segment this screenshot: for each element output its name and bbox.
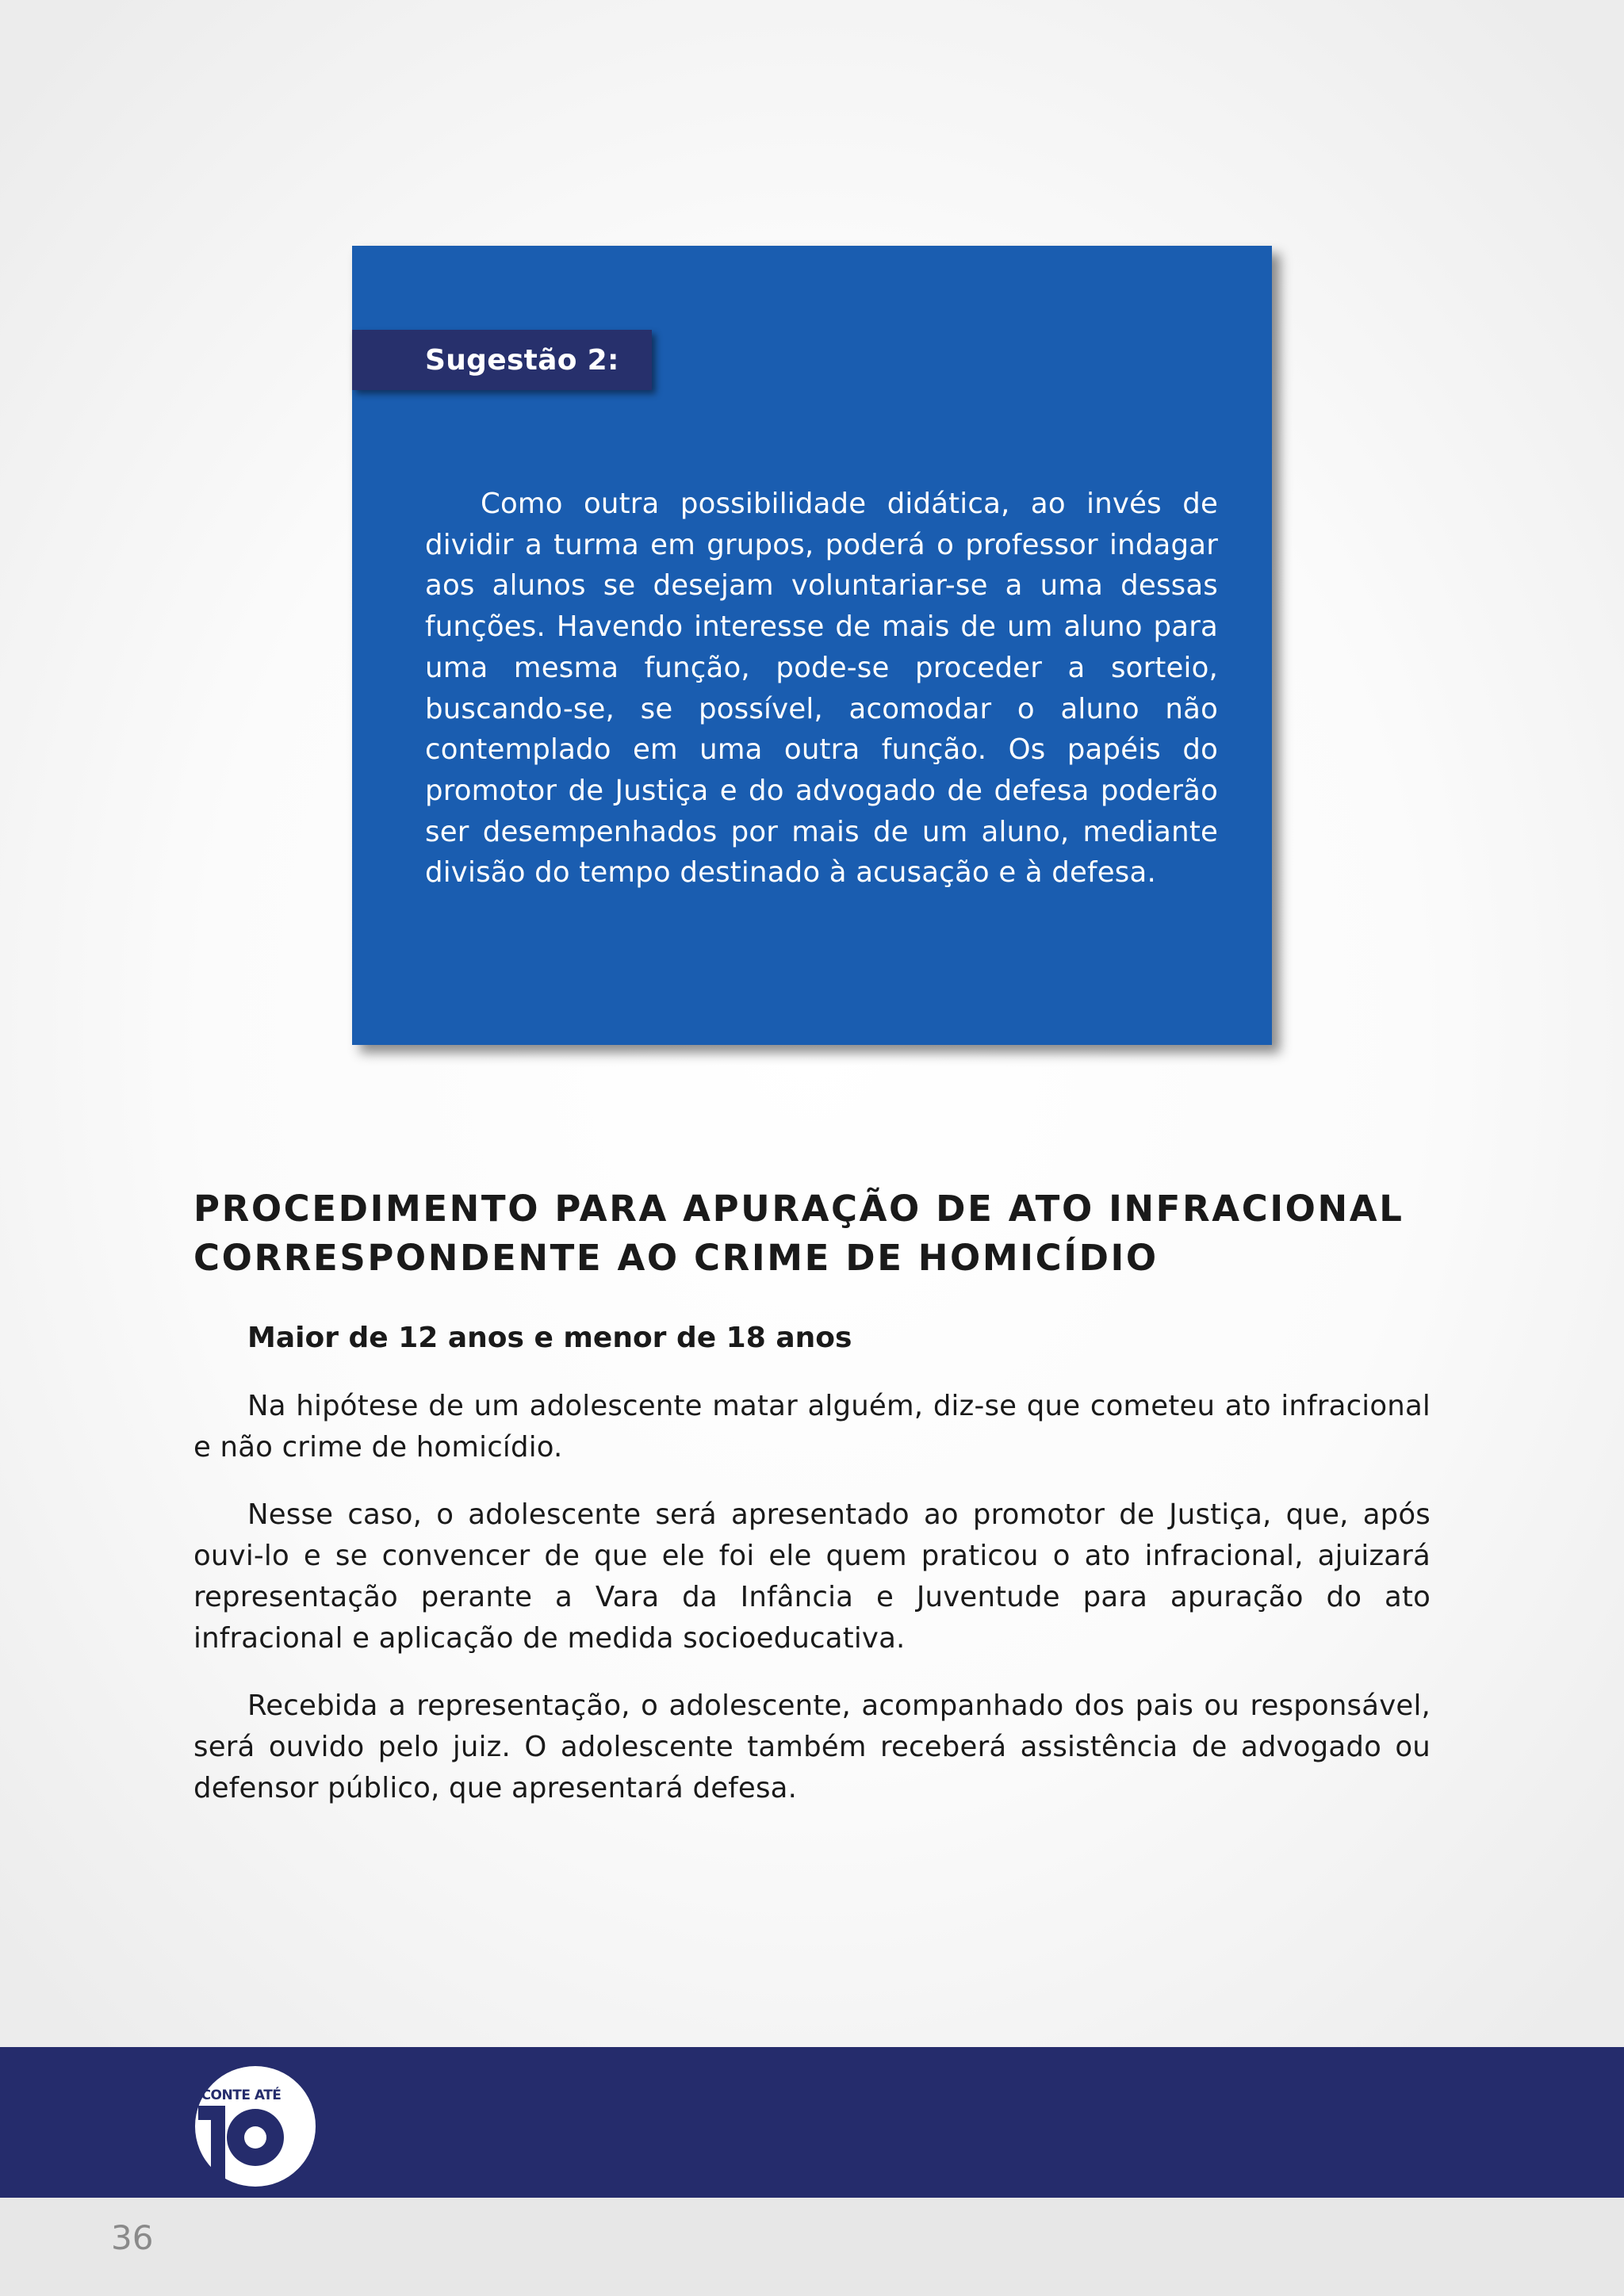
- conte-ate-10-logo: [193, 2064, 317, 2188]
- logo-text: CONTE ATÉ: [201, 2087, 282, 2103]
- page-number: 36: [111, 2218, 154, 2257]
- footer-bottom: [0, 2198, 1624, 2296]
- suggestion-tab: [352, 330, 652, 390]
- section-subtitle: Maior de 12 anos e menor de 18 anos: [247, 1322, 852, 1354]
- main-content: [193, 1184, 1431, 1808]
- paragraph-2: Nesse caso, o adolescente será apresentado ao promotor de Justiça, que, após ouvi-lo e se convencer de que ele foi ele quem praticou o ato infracional, ajuizará representação perante a Vara da Infância e Juventude para apuração do ato infracional e aplicação de medida socioeducativa.: [193, 1498, 1431, 1655]
- paragraph-1: Na hipótese de um adolescente matar alguém, diz-se que cometeu ato infracional e não crime de homicídio.: [193, 1390, 1431, 1464]
- section-title-line-1: PROCEDIMENTO PARA APURAÇÃO DE ATO INFRACIONAL: [193, 1188, 1404, 1230]
- section-title: [193, 1184, 1431, 1283]
- section-title-line-2: CORRESPONDENTE AO CRIME DE HOMICÍDIO: [193, 1237, 1159, 1279]
- suggestion-label: Sugestão 2:: [425, 343, 619, 377]
- suggestion-text: Como outra possibilidade didática, ao invés de dividir a turma em grupos, poderá o professor indagar aos alunos se desejam voluntariar-se a uma dessas funções. Havendo interesse de mais de um aluno para uma mesma função, pode-se proceder a sorteio, buscando-se, se possível, acomodar o aluno não contemplado em uma outra função. Os papéis do promotor de Justiça e do advogado de defesa poderão ser desempenhados por mais de um aluno, mediante divisão do tempo destinado à acusação e à defesa.: [425, 488, 1218, 890]
- suggestion-box: [352, 246, 1272, 1045]
- footer-band: [0, 2047, 1624, 2198]
- paragraph-3: Recebida a representação, o adolescente, acompanhado dos pais ou responsável, será ouvido pelo juiz. O adolescente também receberá assistência de advogado ou defensor público, que apresentará defesa.: [193, 1689, 1431, 1804]
